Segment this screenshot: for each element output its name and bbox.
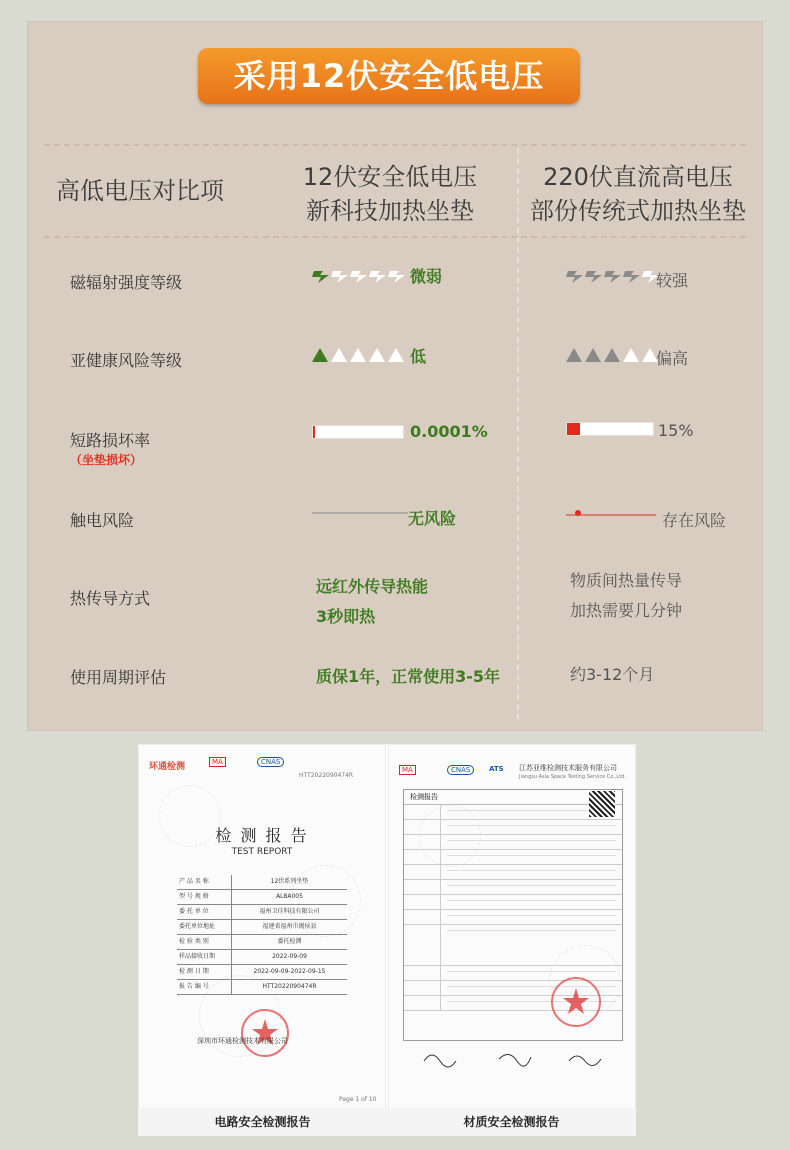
report-field-value: 福建省福州市闽侯县 — [262, 923, 317, 930]
right-doc-signatures-icon — [419, 1045, 609, 1069]
left-doc-issuer: 深圳市环通检测技术有限公司 — [197, 1037, 288, 1045]
report-field-row — [177, 935, 347, 950]
right-doc-brand-en: Jiangsu Asia Space Testing Service Co.,Ltd. — [519, 774, 626, 780]
triangle-mark — [388, 348, 404, 362]
bolt-mark — [566, 271, 583, 283]
report-field-value: HTT2022090474R — [262, 983, 317, 990]
report-field-value: AL8A005 — [276, 893, 303, 900]
bolt-mark — [369, 271, 386, 283]
radiation-low-bolts-icon — [312, 266, 408, 286]
lifespan-low-text: 质保1年，正常使用3-5年 — [316, 667, 501, 686]
triangle-mark — [369, 348, 385, 362]
heat-high-line1: 物质间热量传导 — [570, 571, 683, 590]
report-field-value: 2022-09-09-2022-09-15 — [253, 968, 326, 975]
row-label-shock-risk: 触电风险 — [70, 511, 135, 530]
report-field-key: 报 告 编 号 — [177, 980, 232, 994]
bolt-mark — [623, 271, 640, 283]
right-doc-qr-icon — [589, 791, 615, 817]
right-doc-caption: 材质安全检测报告 — [387, 1108, 636, 1136]
left-doc-title-en: TEST REPORT — [231, 847, 293, 857]
table-row — [404, 880, 622, 895]
left-doc-title: 检 测 报 告 — [215, 826, 309, 845]
row-label-lifespan: 使用周期评估 — [70, 668, 167, 687]
bolt-mark — [604, 271, 621, 283]
health-low-text: 低 — [410, 347, 427, 366]
heat-low-text — [316, 572, 428, 632]
bolt-mark — [331, 271, 348, 283]
row-label-radiation: 磁辐射强度等级 — [70, 273, 183, 292]
radiation-low-text: 微弱 — [410, 267, 443, 286]
report-field-row — [177, 875, 347, 890]
report-field-row — [177, 965, 347, 980]
right-doc-brand: 江苏亚维检测技术服务有限公司 — [519, 764, 617, 772]
material-safety-report-image — [388, 744, 636, 1110]
circuit-safety-report-image — [138, 744, 386, 1110]
shock-low-text: 无风险 — [408, 509, 457, 528]
right-doc-logo-cnas: CNAS — [447, 765, 474, 775]
triangle-mark — [604, 348, 620, 362]
col2-header-line1: 220伏直流高电压 — [543, 163, 733, 191]
col2-header — [528, 160, 748, 228]
row-label-short-circuit: 短路损坏率 — [70, 431, 151, 450]
table-row — [404, 910, 622, 925]
health-low-triangles-icon — [312, 346, 408, 364]
radiation-high-bolts-icon — [566, 266, 662, 286]
bolt-mark — [388, 271, 405, 283]
left-doc-fields — [177, 875, 347, 995]
table-row — [404, 925, 622, 966]
report-field-key: 检 验 类 别 — [177, 935, 232, 949]
report-field-value: 2022-09-09 — [272, 953, 307, 960]
table-row — [404, 865, 622, 880]
col1-header — [290, 160, 490, 228]
shock-high-line-icon — [566, 508, 656, 520]
table-row — [404, 820, 622, 835]
col1-header-line2: 新科技加热坐垫 — [306, 197, 474, 225]
report-field-key: 检 测 日 期 — [177, 965, 232, 979]
left-doc-brand: 环通检测 — [149, 762, 186, 772]
health-high-text: 偏高 — [656, 349, 689, 368]
page-title-banner: 采用12伏安全低电压 — [198, 48, 580, 104]
heat-low-line1: 远红外传导热能 — [316, 577, 429, 596]
right-doc-logo-ats: ATS — [489, 765, 504, 773]
divider — [44, 144, 746, 146]
table-row — [404, 835, 622, 850]
bolt-mark — [312, 271, 329, 283]
shock-low-line-icon — [312, 508, 408, 518]
column-divider — [517, 148, 519, 720]
report-field-row — [177, 920, 347, 935]
triangle-mark — [331, 348, 347, 362]
heat-high-line2: 加热需要几分钟 — [570, 601, 683, 620]
right-doc-seal-icon — [549, 975, 603, 1029]
left-doc-logo-cnas: CNAS — [257, 757, 284, 767]
report-field-row — [177, 890, 347, 905]
short-circuit-low-bar — [312, 425, 404, 439]
short-circuit-high-text: 15% — [658, 421, 694, 440]
report-field-value: 委托检测 — [277, 938, 302, 945]
right-doc-logo-ma: MA — [399, 765, 416, 775]
report-field-key: 委托单位地址 — [177, 920, 232, 934]
report-field-value: 12伏系列坐垫 — [270, 878, 309, 885]
report-field-key: 型 号 规 格 — [177, 890, 232, 904]
row-label-health-risk: 亚健康风险等级 — [70, 351, 183, 370]
heat-low-line2: 3秒即热 — [316, 607, 376, 626]
col1-header-line1: 12伏安全低电压 — [302, 163, 478, 191]
triangle-mark — [350, 348, 366, 362]
triangle-mark — [623, 348, 639, 362]
report-field-key: 样品接收日期 — [177, 950, 232, 964]
radiation-high-text: 较强 — [656, 271, 689, 290]
triangle-mark — [312, 348, 328, 362]
report-field-key: 委 托 单 位 — [177, 905, 232, 919]
certificate-images — [138, 744, 636, 1136]
short-circuit-high-bar — [566, 422, 654, 436]
bolt-mark — [350, 271, 367, 283]
bolt-mark — [585, 271, 602, 283]
col0-header: 高低电压对比项 — [56, 177, 224, 205]
left-doc-report-no: HTT2022090474R — [299, 772, 354, 779]
report-field-row — [177, 950, 347, 965]
short-circuit-low-text: 0.0001% — [410, 422, 488, 441]
report-field-row — [177, 980, 347, 995]
triangle-mark — [585, 348, 601, 362]
report-field-row — [177, 905, 347, 920]
triangle-mark — [566, 348, 582, 362]
table-row — [404, 895, 622, 910]
row-label-heat-conduction: 热传导方式 — [70, 589, 151, 608]
right-doc-title: 检测报告 — [404, 790, 622, 805]
shock-high-text: 存在风险 — [662, 511, 727, 530]
left-doc-page: Page 1 of 10 — [339, 1096, 377, 1103]
lifespan-high-text: 约3-12个月 — [570, 665, 655, 684]
heat-high-text — [570, 566, 682, 626]
report-field-key: 产 品 名 称 — [177, 875, 232, 889]
left-doc-logo-ma: MA — [209, 757, 226, 767]
left-doc-caption: 电路安全检测报告 — [138, 1108, 387, 1136]
table-row — [404, 850, 622, 865]
left-doc-seal-icon — [239, 1007, 291, 1059]
health-high-triangles-icon — [566, 346, 662, 364]
report-field-value: 福州卫佳科技有限公司 — [259, 908, 320, 915]
row-sublabel-short-circuit: （坐垫损坏） — [70, 453, 143, 467]
col2-header-line2: 部份传统式加热坐垫 — [530, 197, 746, 225]
divider — [44, 236, 746, 238]
